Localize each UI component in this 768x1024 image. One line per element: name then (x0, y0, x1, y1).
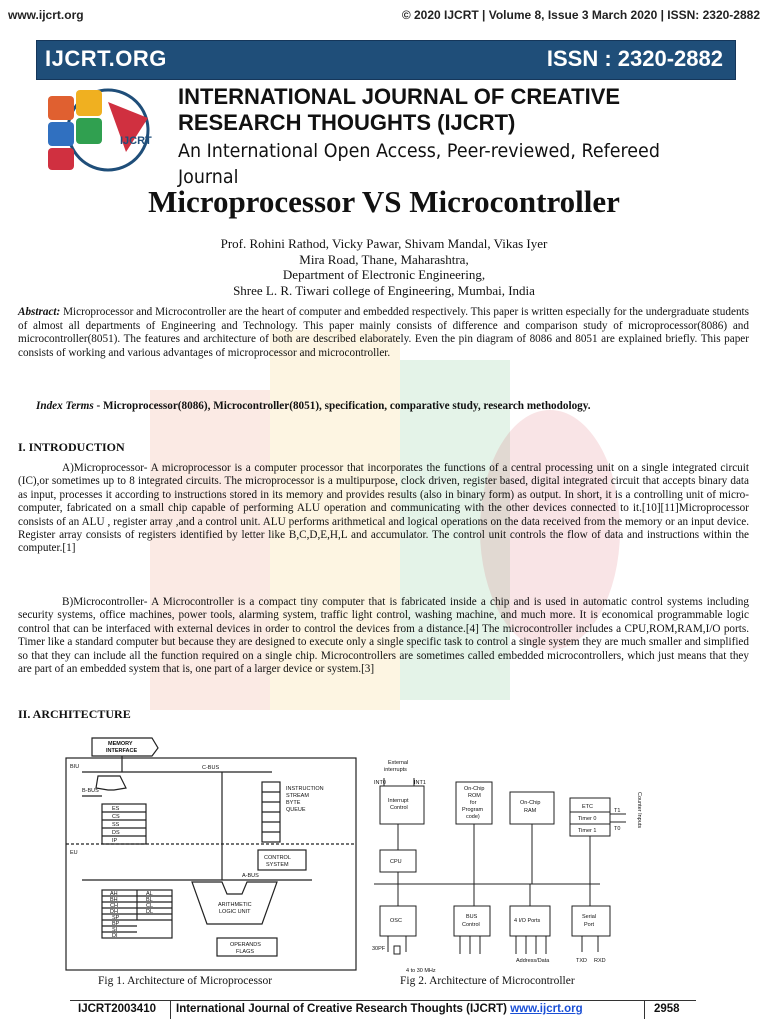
address-2: Department of Electronic Engineering, (282, 267, 486, 282)
issue-info: © 2020 IJCRT | Volume 8, Issue 3 March 2020 | ISSN: 2320-2882 (401, 8, 760, 22)
footer-link[interactable]: www.ijcrt.org (510, 1003, 583, 1015)
footer-journal (176, 1003, 583, 1015)
fig2-etc: ETC (582, 804, 593, 810)
fig2-rom1: On-Chip (464, 786, 485, 792)
fig1-ctrl2: SYSTEM (266, 862, 289, 868)
footer-divider (170, 1001, 171, 1019)
abstract-text: Microprocessor and Microcontroller are the heart of computer and embedded respectively. This paper is written especially for the undergraduate students of almost all departments of Engineering and Technology. This paper mainly consists of difference and comparison study of microprocessor(8086) and microcontroller(8051). The features and architecture of both are described elaborately. Even the pin diagram of 8086 and 8051 are explained briefly. This paper consists of working and various advantages of microprocessor and microcontroller. (18, 306, 749, 359)
fig2-timer0: Timer 0 (578, 816, 597, 822)
author-block (0, 236, 768, 298)
site-url[interactable]: www.ijcrt.org (8, 8, 84, 22)
fig1-flags1: OPERANDS (230, 942, 261, 948)
fig2-rom5: code) (466, 814, 480, 820)
fig1-alu1: ARITHMETIC (218, 902, 252, 908)
journal-name-line2: RESEARCH THOUGHTS (IJCRT) (178, 110, 516, 135)
fig2-rxd: RXD (594, 958, 606, 964)
fig1-reg-ah: AH (110, 891, 118, 897)
fig1-memory: MEMORY (108, 741, 133, 747)
page-footer (70, 1000, 696, 1019)
footer-journal-name: International Journal of Creative Research Thoughts (IJCRT) (176, 1003, 511, 1015)
fig1-seg-cs: CS (112, 814, 120, 820)
paragraph-microcontroller: B)Microcontroller- A Microcontroller is a compact tiny computer that is fabricated inside a chip and is used in automatic control systems including security systems, office machines, power tools, alarming system, traffic light control, washing machine, and much more. It is economical programmable logic control that can be interfaced with external devices in order to control the devices from a distance.[4] The microcontroller includes a CPU,ROM,RAM,I/O ports. Timer like a standard computer but because they are designed to execute only a single specific task to control a single system they are much smaller and simplified so that they can include all the function required on a single chip. Microcontrollers are sometimes called embedded microcontrollers, which just means that they are part of an embedded system that is, one part of a larger device or system.[3] (18, 596, 749, 676)
fig1-bbus: B-BUS (82, 788, 99, 794)
fig2-rom4: Program (462, 807, 484, 813)
section-introduction: I. INTRODUCTION (18, 440, 125, 454)
page-header (8, 8, 760, 26)
figure-2-caption: Fig 2. Architecture of Microcontroller (400, 975, 575, 987)
fig2-ram2: RAM (524, 808, 537, 814)
address-3: Shree L. R. Tiwari college of Engineering, Mumbai, India (233, 282, 535, 298)
fig2-addr: Address/Data (516, 958, 550, 964)
journal-banner (36, 40, 736, 80)
fig1-seg-ip: IP (112, 838, 118, 844)
journal-tagline: An International Open Access, Peer-reviewed, Refereed Journal (178, 140, 660, 188)
fig2-int1: INT1 (414, 780, 426, 786)
fig2-ram1: On-Chip (520, 800, 541, 806)
fig2-cpu: CPU (390, 859, 402, 865)
index-label: Index Terms (36, 400, 94, 412)
fig2-rom3: for (470, 800, 477, 806)
fig2-ic2: Control (390, 805, 408, 811)
fig2-txd: TXD (576, 958, 587, 964)
fig2-ext2: interrupts (384, 767, 407, 773)
logo-text: IJCRT (120, 135, 152, 147)
fig1-interface: INTERFACE (106, 748, 138, 754)
fig1-reg-dh: DH (110, 909, 118, 915)
fig2-rom2: ROM (468, 793, 481, 799)
fig2-ext1: External (388, 760, 409, 766)
footer-page-number: 2958 (654, 1003, 680, 1015)
fig2-io: 4 I/O Ports (514, 918, 541, 924)
ijcrt-logo (38, 82, 168, 177)
fig1-queue1: INSTRUCTION (286, 786, 324, 792)
fig2-serial1: Serial (582, 914, 597, 920)
fig2-t1: T1 (614, 808, 621, 814)
fig1-reg-bl: BL (146, 897, 153, 903)
fig1-reg-di: DI (112, 933, 118, 939)
fig1-biu: BIU (70, 764, 80, 770)
fig1-seg-ss: SS (112, 822, 120, 828)
fig1-reg-bp: BP (112, 921, 120, 927)
fig1-eu: EU (70, 850, 78, 856)
fig2-ic1: Interrupt (388, 798, 409, 804)
fig2-counter: Counter Inputs (636, 792, 642, 829)
fig2-bus2: Control (462, 922, 480, 928)
fig1-abus: A-BUS (242, 873, 259, 879)
figure-microprocessor-architecture (62, 730, 362, 974)
fig2-timer1: Timer 1 (578, 828, 597, 834)
banner-issn: ISSN : 2320-2882 (546, 46, 723, 71)
fig2-t0: T0 (614, 826, 621, 832)
fig1-reg-si: SI (112, 927, 118, 933)
fig1-reg-bh: BH (110, 897, 118, 903)
fig2-cap: 30PF (372, 946, 386, 952)
figure-microcontroller-architecture (370, 756, 655, 976)
fig2-osc: OSC (390, 918, 402, 924)
fig1-reg-al: AL (146, 891, 153, 897)
index-terms (36, 400, 748, 412)
fig1-reg-ch: CH (110, 903, 118, 909)
fig1-queue3: BYTE (286, 800, 301, 806)
fig2-bus1: BUS (466, 914, 478, 920)
section-architecture: II. ARCHITECTURE (18, 707, 131, 721)
abstract-label: Abstract: (18, 306, 61, 318)
index-values: - Microprocessor(8086), Microcontroller(8051), specification, comparative study, research methodology. (93, 400, 591, 412)
address-1: Mira Road, Thane, Maharashtra, (299, 251, 469, 267)
fig1-reg-sp: SP (112, 915, 120, 921)
paragraph-microprocessor: A)Microprocessor- A microprocessor is a computer processor that incorporates the functions of a central processing unit on a single integrated circuit (IC),or sometimes up to 8 integrated circuits. The microprocessor is a multipurpose, clock driven, register based, digital integrated circuit that accepts binary data as input, processes it according to instructions stored in its memory and provides results (also in binary form) as output. In short, it is a controlling unit of micro-computer, fabricated on a small chip capable of performing ALU operation and communicating with the other devices connected to it.[10][11]Microprocessor consists of an ALU , register array ,and a control unit. ALU performs arithmetical and logical operations on the data received from the memory or an input device. Register array consists of registers identified by letter like B,C,D,E,H,L and accumulator. The control unit controls the flow of data and instructions within the computer.[1] (18, 462, 749, 555)
fig1-reg-dl: DL (146, 909, 154, 915)
journal-name-line1: INTERNATIONAL JOURNAL OF CREATIVE (178, 84, 621, 109)
paper-title: Microprocessor VS Microcontroller (148, 184, 620, 219)
fig1-queue2: STREAM (286, 793, 309, 799)
fig1-ctrl1: CONTROL (264, 855, 291, 861)
fig2-serial2: Port (584, 922, 595, 928)
abstract (18, 306, 749, 360)
figure-1-caption: Fig 1. Architecture of Microprocessor (98, 975, 273, 987)
fig1-cbus: C-BUS (202, 765, 220, 771)
footer-divider-2 (644, 1001, 645, 1019)
fig2-int0: INT0 (374, 780, 386, 786)
fig2-freq: 4 to 30 MHz (406, 968, 436, 974)
fig1-flags2: FLAGS (236, 949, 255, 955)
fig1-seg-ds: DS (112, 830, 120, 836)
footer-paper-code: IJCRT2003410 (78, 1003, 156, 1015)
fig1-queue4: QUEUE (286, 807, 306, 813)
fig1-seg-es: ES (112, 806, 120, 812)
fig1-alu2: LOGIC UNIT (219, 909, 251, 915)
authors: Prof. Rohini Rathod, Vicky Pawar, Shivam Mandal, Vikas Iyer (220, 236, 548, 251)
fig1-reg-cl: CL (146, 903, 154, 909)
banner-site: IJCRT.ORG (45, 46, 167, 71)
